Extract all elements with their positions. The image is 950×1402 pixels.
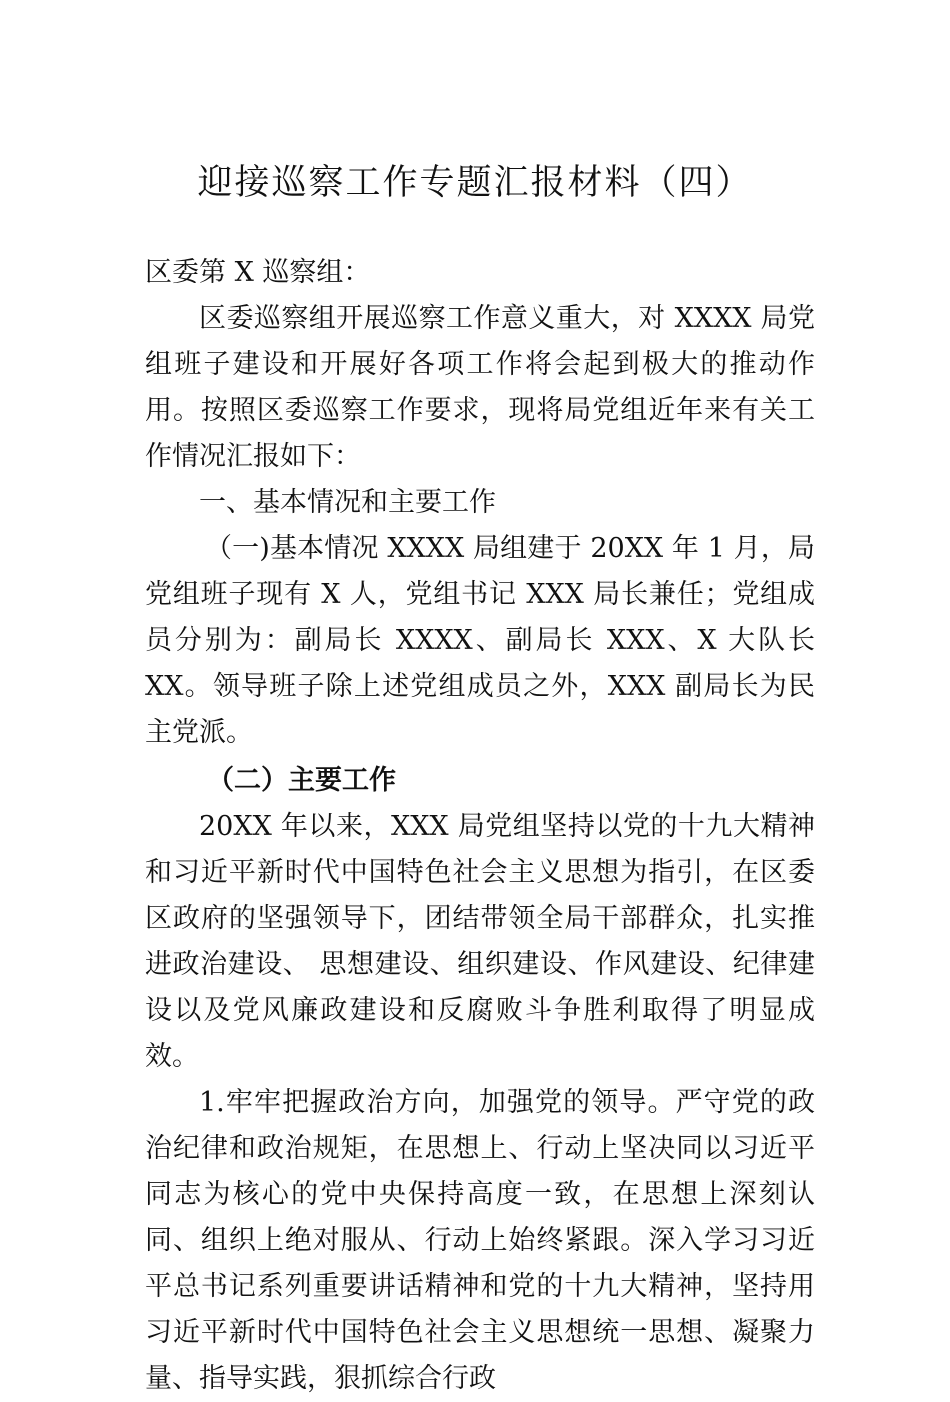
intro-paragraph: 区委巡察组开展巡察工作意义重大，对 XXXX 局党组班子建设和开展好各项工作将会起到极大的推动作用。按照区委巡察工作要求，现将局党组近年来有关工作情况汇报如下： xyxy=(145,303,815,472)
section-heading-1: 一、基本情况和主要工作 xyxy=(199,487,496,518)
basic-info-paragraph: （一)基本情况 XXXX 局组建于 20XX 年 1 月，局党组班子现有 X 人，党组书记 XXX 局长兼任；党组成员分别为：副局长 XXXX、副局长 XXX、X 大队长 XX。领导班子除上述党组成员之外，XXX 副局长为民主党派。 xyxy=(145,533,815,748)
subsection-heading-main-work: （二）主要工作 xyxy=(207,765,396,796)
document-title: 迎接巡察工作专题汇报材料（四） xyxy=(197,163,753,203)
item-1-paragraph: 1.牢牢把握政治方向，加强党的领导。严守党的政治纪律和政治规矩，在思想上、行动上坚决同以习近平同志为核心的党中央保持高度一致，在思想上深刻认同、组织上绝对服从、行动上始终紧跟。深入学习习近平总书记系列重要讲话精神和党的十九大精神，坚持用习近平新时代中国特色社会主义思想统一思想、凝聚力量、指导实践，狠抓综合行政 xyxy=(145,1087,815,1394)
main-work-paragraph: 20XX 年以来，XXX 局党组坚持以党的十九大精神和习近平新时代中国特色社会主义思想为指引，在区委区政府的坚强领导下，团结带领全局干部群众，扎实推进政治建设、 思想建设、组织建设、作风建设、纪律建设以及党风廉政建设和反腐败斗争胜利取得了明显成效。 xyxy=(145,811,815,1072)
salutation: 区委第 X 巡察组： xyxy=(145,257,371,288)
document-body xyxy=(145,250,815,1402)
